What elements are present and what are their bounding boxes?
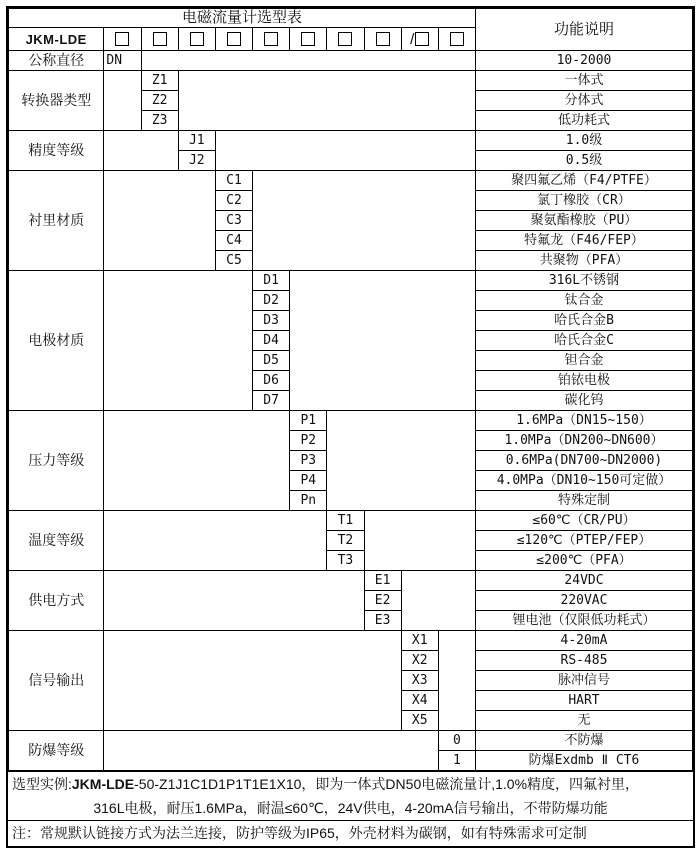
table-title: 电磁流量计选型表 [9, 9, 476, 28]
description-cell: 聚四氟乙烯（F4/PTFE） [475, 171, 692, 191]
description-cell: 0.6MPa(DN700~DN2000) [475, 451, 692, 471]
model-code-cell-slash [401, 28, 438, 51]
code-cell: C1 [215, 171, 252, 191]
description-cell: 低功耗式 [475, 111, 692, 131]
description-cell: 铂铱电极 [475, 371, 692, 391]
description-cell: 一体式 [475, 71, 692, 91]
code-cell: J2 [178, 151, 215, 171]
description-cell: 0.5级 [475, 151, 692, 171]
description-cell: 10-2000 [475, 51, 692, 71]
model-code-cell [364, 28, 401, 51]
code-cell: D7 [253, 391, 290, 411]
example-line-1 [12, 772, 689, 796]
code-cell: Z2 [141, 91, 178, 111]
section-label-electrode: 电极材质 [9, 271, 104, 411]
code-cell: X5 [401, 711, 438, 731]
table-row [9, 631, 693, 651]
description-cell: RS-485 [475, 651, 692, 671]
description-cell: HART [475, 691, 692, 711]
section-label-power: 供电方式 [9, 571, 104, 631]
selection-example [8, 771, 693, 820]
description-cell: 特氟龙（F46/FEP） [475, 231, 692, 251]
description-cell: 1.0级 [475, 131, 692, 151]
table-row [9, 51, 693, 71]
spacer-cell [141, 51, 475, 71]
spacer-cell [104, 71, 141, 131]
checkbox-icon [153, 32, 167, 46]
description-cell: 4.0MPa（DN10~150可定做） [475, 471, 692, 491]
section-label-converter: 转换器类型 [9, 71, 104, 131]
spacer-cell [104, 131, 178, 171]
table-row [9, 271, 693, 291]
section-label-diameter: 公称直径 [9, 51, 104, 71]
description-cell: 脉冲信号 [475, 671, 692, 691]
example-model: JKM-LDE [71, 776, 135, 793]
table-row [9, 571, 693, 591]
model-code-cell [253, 28, 290, 51]
description-cell: 24VDC [475, 571, 692, 591]
spacer-cell [104, 731, 438, 771]
code-cell: P3 [290, 451, 327, 471]
code-cell: 0 [438, 731, 475, 751]
description-cell: ≤120℃（PTEP/FEP） [475, 531, 692, 551]
section-label-explosion: 防爆等级 [9, 731, 104, 771]
checkbox-icon [301, 32, 315, 46]
function-column-header: 功能说明 [475, 9, 692, 51]
code-cell: J1 [178, 131, 215, 151]
example-prefix: 选型实例: [12, 776, 72, 793]
spacer-cell [364, 511, 475, 571]
code-cell: D6 [253, 371, 290, 391]
model-code-cell [104, 28, 141, 51]
code-cell: X3 [401, 671, 438, 691]
model-code-cell [327, 28, 364, 51]
code-cell: P4 [290, 471, 327, 491]
code-cell: P1 [290, 411, 327, 431]
checkbox-icon [338, 32, 352, 46]
description-cell: 分体式 [475, 91, 692, 111]
model-prefix: JKM-LDE [9, 28, 104, 51]
description-cell: ≤200℃（PFA） [475, 551, 692, 571]
code-cell: X1 [401, 631, 438, 651]
model-code-cell [438, 28, 475, 51]
table-row [9, 71, 693, 91]
model-code-cell [178, 28, 215, 51]
table-row [9, 131, 693, 151]
code-cell: DN [104, 51, 141, 71]
code-cell: Z1 [141, 71, 178, 91]
checkbox-icon [264, 32, 278, 46]
code-cell: X4 [401, 691, 438, 711]
code-cell: 1 [438, 751, 475, 771]
code-cell: D5 [253, 351, 290, 371]
spacer-cell [104, 571, 364, 631]
table-row [9, 411, 693, 431]
checkbox-icon [227, 32, 241, 46]
code-cell: C2 [215, 191, 252, 211]
code-cell: D1 [253, 271, 290, 291]
example-line-2: 316L电极，耐压1.6MPa，耐温≤60℃，24V供电，4-20mA信号输出，不带防爆功能 [93, 800, 608, 817]
selection-table [8, 8, 693, 771]
description-cell: 316L不锈钢 [475, 271, 692, 291]
code-cell: T2 [327, 531, 364, 551]
section-label-accuracy: 精度等级 [9, 131, 104, 171]
spacer-cell [401, 571, 475, 631]
selection-sheet [6, 6, 695, 848]
slash-separator: / [410, 31, 415, 49]
example-text: -50-Z1J1C1D1P1T1E1X10，即为一体式DN50电磁流量计,1.0%精度，四氟衬里， [134, 776, 640, 793]
description-cell: 锂电池（仅限低功耗式） [475, 611, 692, 631]
description-cell: 4-20mA [475, 631, 692, 651]
code-cell: D4 [253, 331, 290, 351]
description-cell: 聚氨酯橡胶（PU） [475, 211, 692, 231]
spacer-cell [215, 131, 475, 171]
code-cell: T1 [327, 511, 364, 531]
code-cell: Z3 [141, 111, 178, 131]
description-cell: 哈氏合金C [475, 331, 692, 351]
checkbox-icon [376, 32, 390, 46]
checkbox-icon [190, 32, 204, 46]
description-cell: 220VAC [475, 591, 692, 611]
description-cell: 特殊定制 [475, 491, 692, 511]
checkbox-icon [450, 32, 464, 46]
description-cell: 钛合金 [475, 291, 692, 311]
description-cell: 不防爆 [475, 731, 692, 751]
spacer-cell [104, 411, 290, 511]
spacer-cell [290, 271, 476, 411]
checkbox-icon [415, 32, 429, 46]
description-cell: 1.6MPa（DN15~150） [475, 411, 692, 431]
code-cell: Pn [290, 491, 327, 511]
code-cell: E3 [364, 611, 401, 631]
code-cell: D2 [253, 291, 290, 311]
spacer-cell [438, 631, 475, 731]
model-code-cell [290, 28, 327, 51]
spacer-cell [253, 171, 476, 271]
footnote: 注：常规默认链接方式为法兰连接，防护等级为IP65，外壳材料为碳钢，如有特殊需求可定制 [8, 820, 693, 846]
table-row [9, 171, 693, 191]
code-cell: P2 [290, 431, 327, 451]
section-label-pressure: 压力等级 [9, 411, 104, 511]
spacer-cell [104, 511, 327, 571]
description-cell: 防爆Exdmb Ⅱ CT6 [475, 751, 692, 771]
code-cell: T3 [327, 551, 364, 571]
description-cell: 氯丁橡胶（CR） [475, 191, 692, 211]
code-cell: X2 [401, 651, 438, 671]
code-cell: E2 [364, 591, 401, 611]
section-label-signal: 信号输出 [9, 631, 104, 731]
description-cell: 1.0MPa（DN200~DN600） [475, 431, 692, 451]
section-label-temperature: 温度等级 [9, 511, 104, 571]
table-row [9, 511, 693, 531]
description-cell: 无 [475, 711, 692, 731]
spacer-cell [178, 71, 475, 131]
spacer-cell [104, 171, 215, 271]
code-cell: C3 [215, 211, 252, 231]
description-cell: ≤60℃（CR/PU） [475, 511, 692, 531]
model-code-cell [141, 28, 178, 51]
code-cell: C5 [215, 251, 252, 271]
code-cell: D3 [253, 311, 290, 331]
section-label-lining: 衬里材质 [9, 171, 104, 271]
model-code-cell [215, 28, 252, 51]
description-cell: 共聚物（PFA） [475, 251, 692, 271]
checkbox-icon [115, 32, 129, 46]
description-cell: 哈氏合金B [475, 311, 692, 331]
table-row [9, 731, 693, 751]
code-cell: C4 [215, 231, 252, 251]
spacer-cell [327, 411, 476, 511]
description-cell: 钽合金 [475, 351, 692, 371]
code-cell: E1 [364, 571, 401, 591]
description-cell: 碳化钨 [475, 391, 692, 411]
spacer-cell [104, 631, 401, 731]
spacer-cell [104, 271, 253, 411]
